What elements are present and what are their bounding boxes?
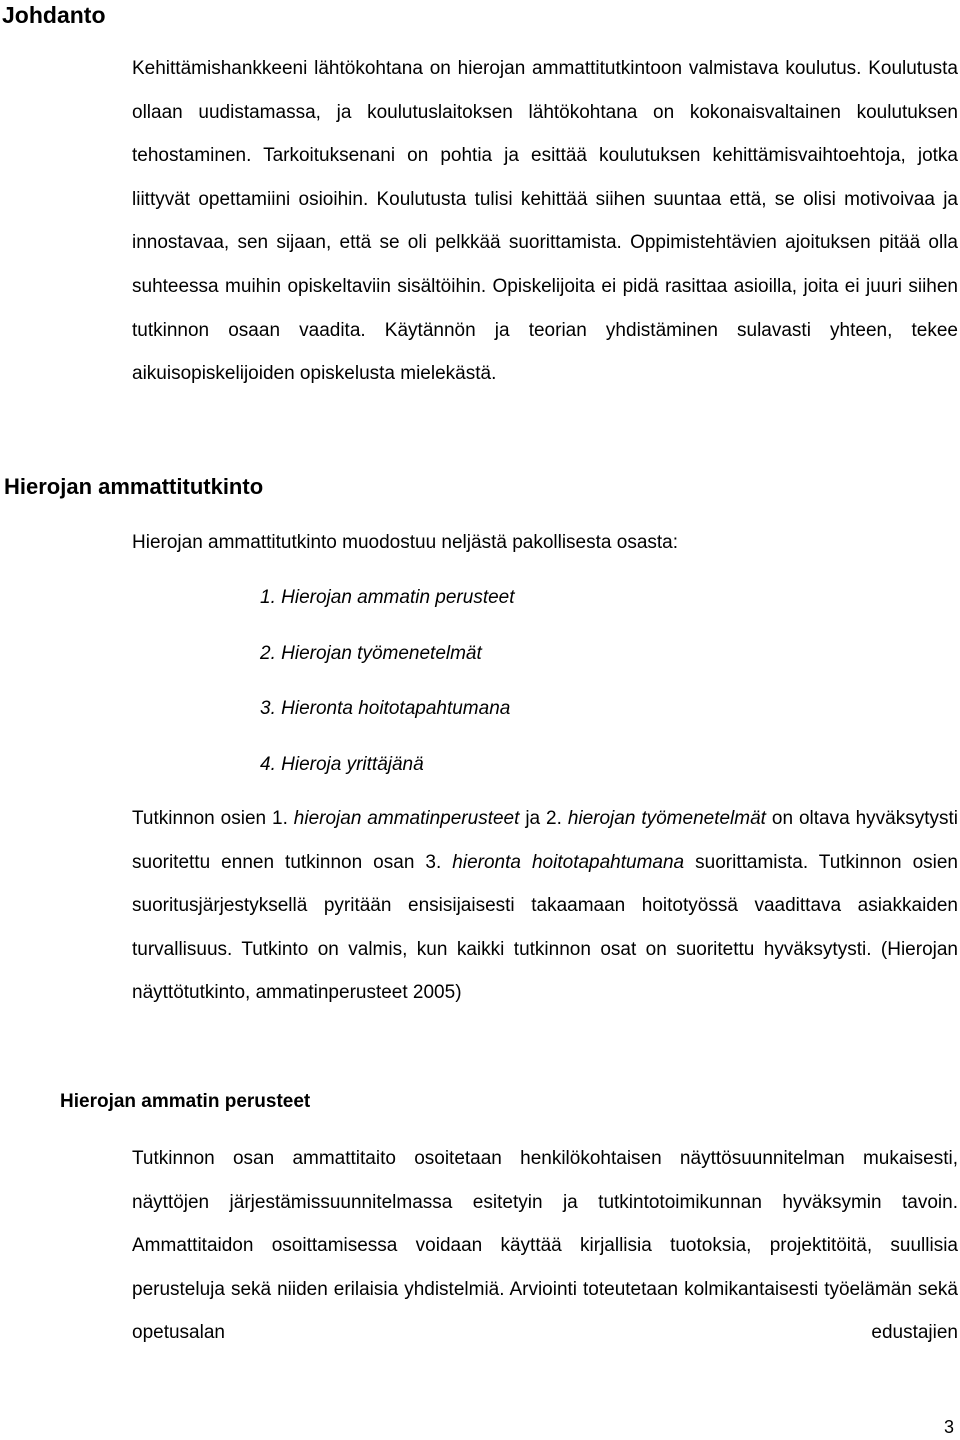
list-item: 1. Hierojan ammatin perusteet — [260, 587, 515, 608]
list-item: 3. Hieronta hoitotapahtumana — [260, 698, 511, 719]
italic-run: hieronta hoitotapahtumana — [452, 851, 685, 873]
italic-run: hierojan työmenetelmät — [567, 808, 766, 829]
completion-order-paragraph — [132, 797, 958, 1015]
basics-paragraph: Tutkinnon osan ammattitaito osoitetaan henkilökohtaisen näyttösuunnitelman mukaisesti, näyttöjen järjestämissuunnitelmassa esitetyin ja tutkintotoimikunnan hyväksymin tavoin. Ammattitaidon osoittamisessa voidaan käyttää kirjallisia tuotoksia, projektitöitä, suullisia perusteluja sekä niiden erilaisia yhdistelmiä. Arviointi toteutetaan kolmikantaisesti työelämän sekä opetusalan edustajien — [132, 1148, 958, 1344]
text-run: Tutkinnon osien 1. — [132, 808, 294, 829]
degree-parts-list — [260, 575, 515, 797]
list-item: 2. Hierojan työmenetelmät — [260, 642, 482, 664]
heading-johdanto: Johdanto — [2, 2, 106, 28]
list-item: 4. Hieroja yrittäjänä — [260, 753, 424, 775]
text-run: on oltava hyväksytysti suoritettu ennen tutkinnon osan 3. — [132, 808, 958, 873]
italic-run: hierojan ammatinperusteet — [293, 808, 520, 829]
text-run: ja 2. — [519, 808, 568, 829]
heading-hierojan-ammattitutkinto: Hierojan ammattitutkinto — [4, 474, 264, 499]
intro-paragraph: Kehittämishankkeeni lähtökohtana on hierojan ammattitutkintoon valmistava koulutus. Koulutusta ollaan uudistamassa, ja koulutuslaitoksen lähtökohtana on kokonaisvaltainen koulutuksen tehostaminen. Tarkoituksenani on pohtia ja esittää koulutuksen kehittämisvaihtoehtoja, jotka liittyvät opettamiini osioihin. Koulutusta tulisi kehittää siihen suuntaa että, se olisi motivoivaa ja innostavaa, sen sijaan, että se oli pelkkää suorittamista. Oppimistehtävien ajoituksen pitää olla suhteessa muihin opiskeltaviin sisältöihin. Opiskelijoita ei pidä rasittaa asioilla, joita ei juuri siihen tutkinnon osaan vaadita. Käytännön ja teorian yhdistäminen sulavasti yhteen, tekee aikuisopiskelijoiden opiskelusta mielekästä. — [132, 58, 958, 385]
text-run: suorittamista. Tutkinnon osien suoritusjärjestyksellä pyritään ensisijaisesti takaamaan hoitotyössä vaadittava asiakkaiden turvallisuus. Tutkinto on valmis, kun kaikki tutkinnon osat on suoritettu hyväksytysti. (Hierojan näyttötutkinto, ammatinperusteet 2005) — [132, 851, 958, 1004]
heading-hierojan-ammatin-perusteet: Hierojan ammatin perusteet — [60, 1091, 311, 1112]
page-number: 3 — [943, 1417, 954, 1437]
degree-intro-paragraph: Hierojan ammattitutkinto muodostuu neljästä pakollisesta osasta: — [132, 532, 679, 553]
